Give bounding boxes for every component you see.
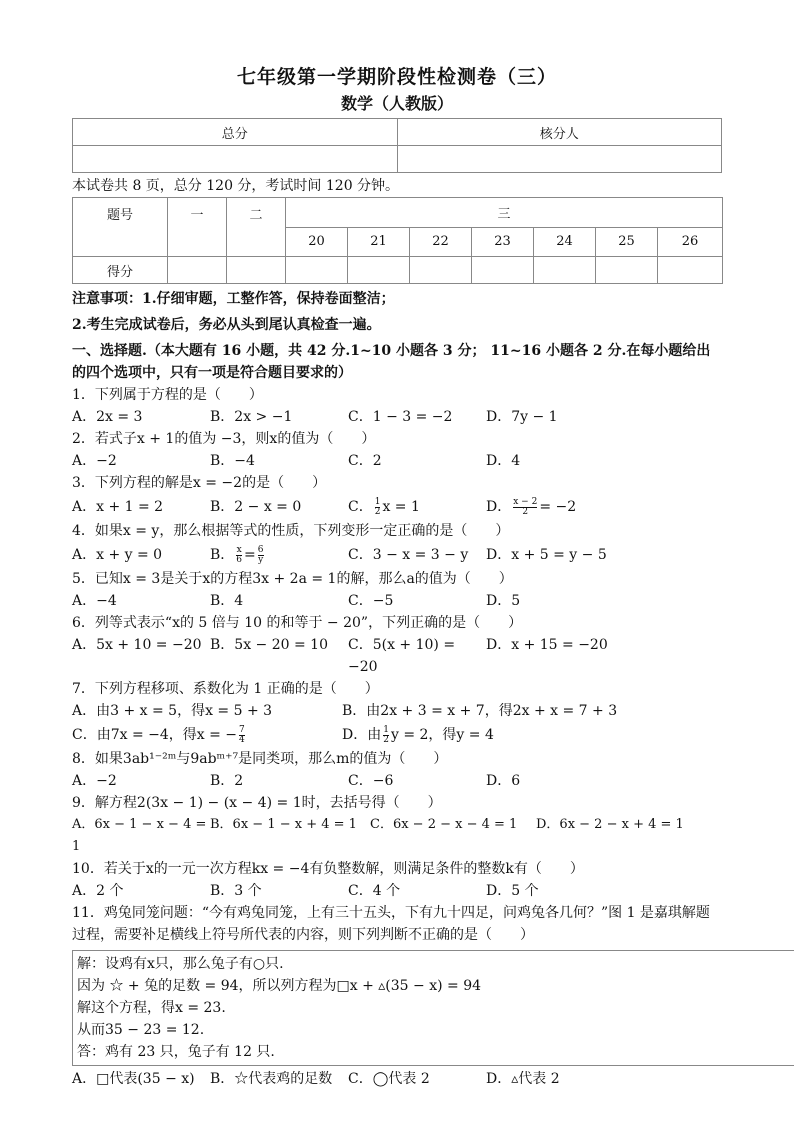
exam-title: 七年级第一学期阶段性检测卷（三） — [236, 66, 557, 88]
question-7: 7．下列方程移项、系数化为 1 正确的是（ ） — [72, 681, 379, 697]
solution-line: 因为 ☆ + 兔的足数 = 94，所以列方程为□x + ▵(35 − x) = 94 — [77, 978, 482, 994]
subitem-header: 22 — [410, 227, 472, 257]
option-a[interactable]: A．x + 1 = 2 — [72, 499, 164, 515]
option-b[interactable]: B．4 — [210, 593, 244, 609]
question-4-options — [72, 542, 722, 568]
subitem-header: 24 — [534, 227, 596, 257]
checker-header: 核分人 — [397, 119, 722, 146]
fraction-7-over-4: $\frac{7}{4}$ — [239, 724, 245, 745]
subitem-header: 26 — [658, 227, 723, 257]
total-score-cell[interactable] — [73, 146, 398, 173]
option-a[interactable]: A．□代表(35 − x) — [72, 1071, 195, 1087]
question-8: 8．如果3ab¹⁻²ᵐ与9abᵐ⁺⁷是同类项，那么m的值为（ ） — [72, 751, 448, 767]
question-10: 10．若关于x的一元一次方程kx = −4有负整数解，则满足条件的整数k有（ ） — [72, 861, 584, 877]
score-cell[interactable] — [168, 257, 227, 284]
score-cell[interactable] — [534, 257, 596, 284]
option-b[interactable]: B．2 − x = 0 — [210, 499, 302, 515]
question-9-options — [72, 814, 722, 858]
option-d[interactable]: D．5 — [486, 593, 521, 609]
question-3-options — [72, 494, 722, 520]
option-b[interactable]: B．−4 — [210, 453, 255, 469]
question-10-options — [72, 880, 722, 902]
option-b[interactable]: B． $\frac{x}{6}$ = $\frac{6}{y}$ — [210, 544, 264, 565]
option-c[interactable]: C．由7x = −4，得x = − $\frac{7}{4}$ — [72, 724, 245, 745]
option-a[interactable]: A．−2 — [72, 453, 117, 469]
score-row-label: 得分 — [73, 257, 168, 284]
question-11-options — [72, 1068, 722, 1090]
option-d[interactable]: D．7y − 1 — [486, 409, 558, 425]
option-c[interactable]: C．−5 — [348, 593, 394, 609]
question-2: 2．若式子x + 1的值为 −3，则x的值为（ ） — [72, 431, 376, 447]
checker-cell[interactable] — [397, 146, 722, 173]
question-1: 1．下列属于方程的是（ ） — [72, 387, 263, 403]
solution-box — [72, 950, 794, 1066]
score-cell[interactable] — [227, 257, 286, 284]
option-a[interactable]: A．2x = 3 — [72, 409, 143, 425]
option-d[interactable]: D．6x − 2 − x + 4 = 1 — [536, 817, 684, 832]
option-d[interactable]: D．x + 15 = −20 — [486, 637, 608, 653]
section-one-header: 一 — [168, 198, 227, 257]
solution-line: 解：设鸡有x只，那么兔子有○只. — [77, 956, 284, 972]
fraction-half: $\frac{1}{2}$ — [374, 496, 381, 517]
question-5-options — [72, 590, 722, 612]
note-1: 注意事项：1.仔细审题，工整作答，保持卷面整洁； — [72, 291, 395, 307]
option-b[interactable]: B．2 — [210, 773, 244, 789]
section-heading: 一、选择题.（本大题有 16 小题，共 42 分.1~10 小题各 3 分； 11~16 小题各 2 分.在每小题给出的四个选项中，只有一项是符合题目要求的） — [72, 343, 711, 381]
question-7-options-cd — [72, 722, 722, 748]
option-b[interactable]: B．2x > −1 — [210, 409, 293, 425]
option-a[interactable]: A．6x − 1 − x − 4 = 1 — [72, 817, 207, 854]
question-7-options-ab — [72, 700, 722, 722]
question-3: 3．下列方程的解是x = −2的是（ ） — [72, 475, 327, 491]
fraction-x-minus-2-over-2: $\frac{x - 2}{2}$ — [513, 496, 538, 517]
fraction-x-over-6: $\frac{x}{6}$ — [236, 544, 243, 565]
question-6: 6．列等式表示“x的 5 倍与 10 的和等于 − 20”，下列正确的是（ ） — [72, 615, 523, 631]
question-8-options — [72, 770, 722, 792]
option-d[interactable]: D．6 — [486, 773, 521, 789]
score-cell[interactable] — [658, 257, 723, 284]
subitem-header: 25 — [596, 227, 658, 257]
option-c[interactable]: C． $\frac{1}{2}$ x = 1 — [348, 496, 420, 517]
exam-page — [72, 60, 722, 1090]
option-a[interactable]: A．由3 + x = 5，得x = 5 + 3 — [72, 703, 273, 719]
fraction-half: $\frac{1}{2}$ — [383, 724, 389, 745]
exam-subtitle: 数学（人教版） — [340, 94, 453, 113]
question-5: 5．已知x = 3是关于x的方程3x + 2a = 1的解，那么a的值为（ ） — [72, 571, 513, 587]
solution-line: 答：鸡有 23 只，兔子有 12 只. — [77, 1044, 275, 1060]
option-a[interactable]: A．−4 — [72, 593, 117, 609]
option-b[interactable]: B．☆代表鸡的足数 — [210, 1071, 333, 1087]
question-11: 11．鸡兔同笼问题：“今有鸡兔同笼，上有三十五头，下有九十四足，问鸡兔各几何？”图 1 是嘉琪解题过程，需要补足横线上符号所代表的内容，则下列判断不正确的是（ ） — [72, 905, 710, 943]
question-number-label: 题号 — [73, 198, 168, 257]
score-cell[interactable] — [596, 257, 658, 284]
option-c[interactable]: C．4 个 — [348, 883, 401, 899]
question-2-options — [72, 450, 722, 472]
fraction-6-over-y: $\frac{6}{y}$ — [257, 544, 264, 565]
option-b[interactable]: B．3 个 — [210, 883, 262, 899]
score-cell[interactable] — [348, 257, 410, 284]
option-d[interactable]: D． $\frac{x - 2}{2}$ = −2 — [486, 496, 577, 517]
subitem-header: 23 — [472, 227, 534, 257]
option-b[interactable]: B．6x − 1 − x + 4 = 1 — [210, 817, 357, 832]
section-three-header: 三 — [286, 198, 723, 228]
option-c[interactable]: C．2 — [348, 453, 382, 469]
question-6-options — [72, 634, 722, 678]
option-c[interactable]: C．3 − x = 3 − y — [348, 547, 469, 563]
option-d[interactable]: D．4 — [486, 453, 521, 469]
solution-line: 从而35 − 23 = 12. — [77, 1022, 205, 1038]
question-1-options — [72, 406, 722, 428]
option-d[interactable]: D．▵代表 2 — [486, 1071, 560, 1087]
score-table — [72, 118, 722, 173]
exam-info: 本试卷共 8 页，总分 120 分，考试时间 120 分钟。 — [72, 178, 400, 194]
question-4: 4．如果x = y，那么根据等式的性质，下列变形一定正确的是（ ） — [72, 523, 510, 539]
option-a[interactable]: A．−2 — [72, 773, 117, 789]
option-d[interactable]: D．x + 5 = y − 5 — [486, 547, 607, 563]
question-9: 9．解方程2(3x − 1) − (x − 4) = 1时，去括号得（ ） — [72, 795, 442, 811]
subitem-header: 21 — [348, 227, 410, 257]
option-a[interactable]: A．x + y = 0 — [72, 547, 163, 563]
subitem-header: 20 — [286, 227, 348, 257]
option-c[interactable]: C．6x − 2 − x − 4 = 1 — [370, 817, 518, 832]
option-a[interactable]: A．2 个 — [72, 883, 124, 899]
option-c[interactable]: C．5(x + 10) = −20 — [348, 637, 456, 675]
grade-table — [72, 197, 723, 284]
option-c[interactable]: C．−6 — [348, 773, 394, 789]
option-d[interactable]: D．5 个 — [486, 883, 539, 899]
option-d[interactable]: D．由 $\frac{1}{2}$ y = 2，得y = 4 — [342, 724, 494, 745]
score-cell[interactable] — [410, 257, 472, 284]
note-2: 2.考生完成试卷后，务必从头到尾认真检查一遍。 — [72, 317, 381, 333]
total-score-header: 总分 — [73, 119, 398, 146]
option-b[interactable]: B．5x − 20 = 10 — [210, 637, 328, 653]
option-c[interactable]: C．◯代表 2 — [348, 1071, 430, 1087]
option-b[interactable]: B．由2x + 3 = x + 7，得2x + x = 7 + 3 — [342, 703, 618, 719]
solution-line: 解这个方程，得x = 23. — [77, 1000, 226, 1016]
score-cell[interactable] — [286, 257, 348, 284]
option-c[interactable]: C．1 − 3 = −2 — [348, 409, 453, 425]
section-two-header: 二 — [227, 198, 286, 257]
score-cell[interactable] — [472, 257, 534, 284]
option-a[interactable]: A．5x + 10 = −20 — [72, 637, 202, 653]
